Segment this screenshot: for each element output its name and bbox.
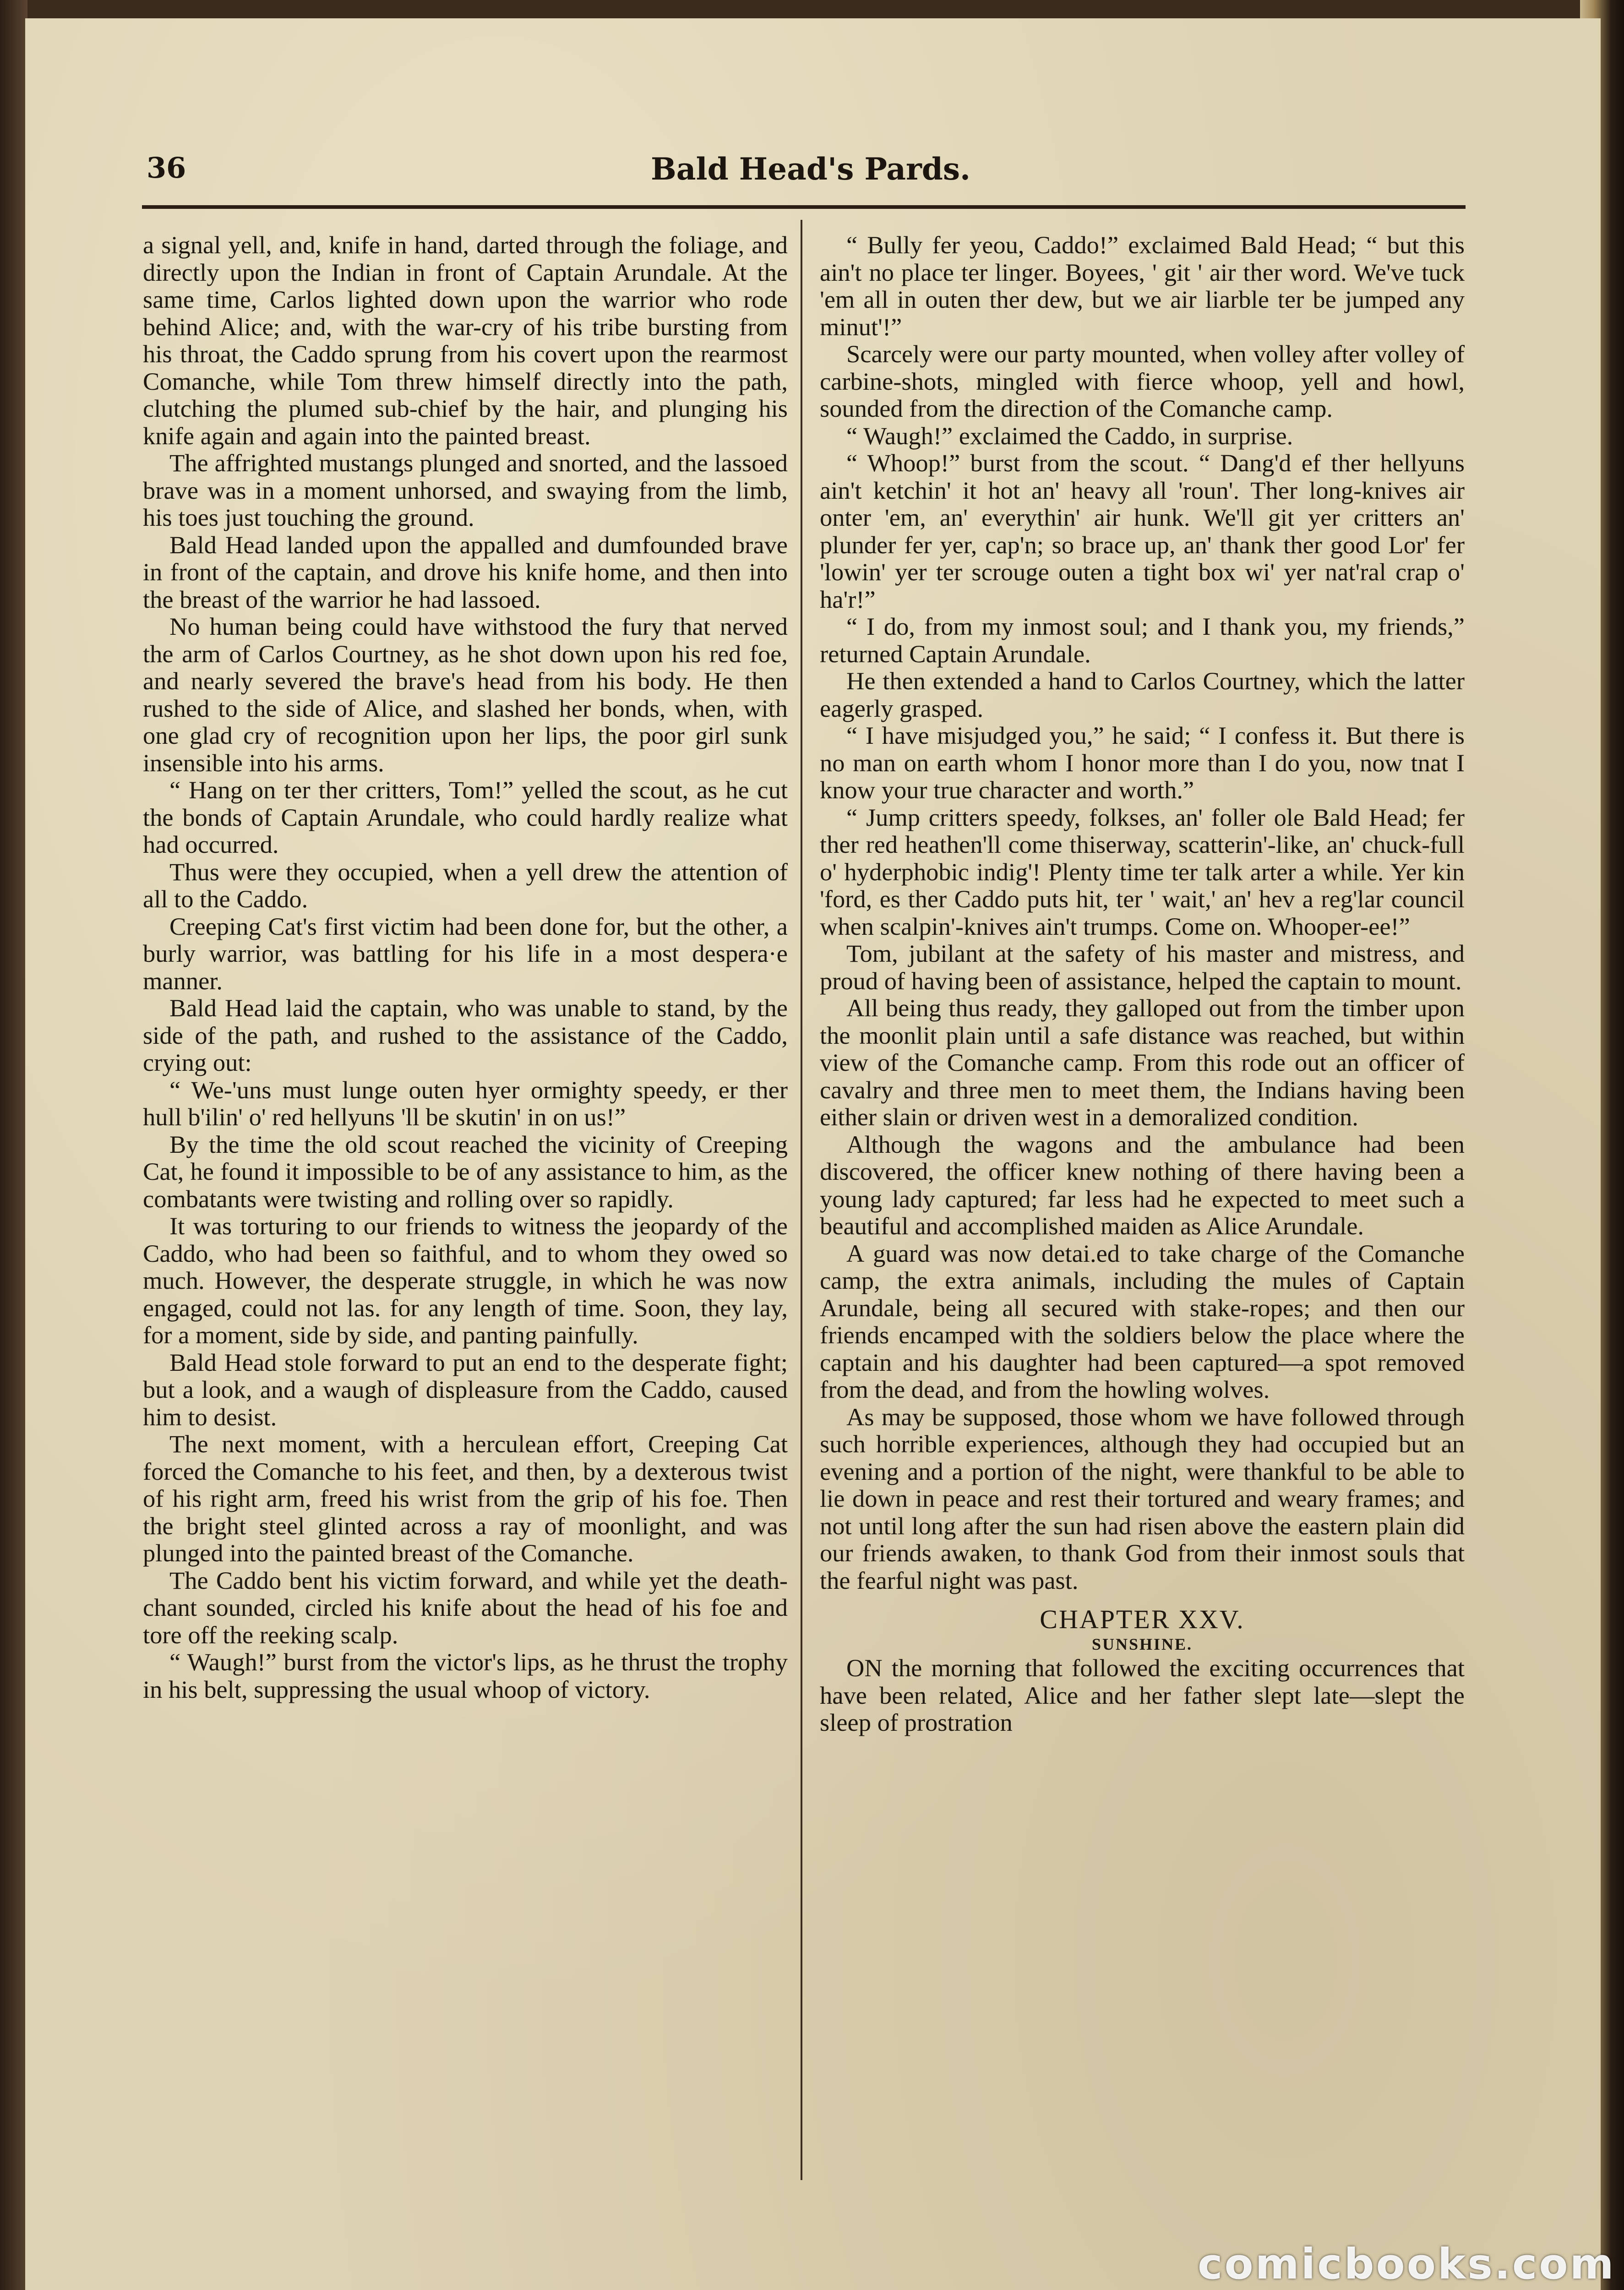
column-divider [801,220,802,2180]
paragraph: Creeping Cat's first victim had been done for, but the other, a burly warrior, was battling for his life in a most despera·e manner. [143,912,788,995]
paragraph: “ We-'uns must lunge outen hyer ormighty speedy, er ther hull b'ilin' o' red hellyuns 'll be skutin' in on us!” [143,1075,788,1131]
paragraph: “ Hang on ter ther critters, Tom!” yelled the scout, as he cut the bonds of Captain Arundale, who could hardly realize what had occurred. [143,776,788,858]
site-watermark: comicbooks.com [1198,2240,1616,2289]
page-number: 36 [147,151,186,185]
paragraph: “ Bully fer yeou, Caddo!” exclaimed Bald Head; “ but this ain't no place ter linger. Boyees, ' git ' air ther word. We've tuck 'em all in outen ther dew, but we air liarble ter be jumped any minut'!” [820,231,1465,341]
paragraph: All being thus ready, they galloped out from the timber upon the moonlit plain until a safe distance was reached, but within view of the Comanche camp. From this rode out an officer of cavalry and three men to meet them, the Indians having been either slain or driven west in a demoralized condition. [820,994,1465,1131]
binding-edge-left [0,0,27,2290]
paragraph: “ Waugh!” burst from the victor's lips, as he thrust the trophy in his belt, suppressing the usual whoop of victory. [143,1648,788,1703]
paragraph: As may be supposed, those whom we have followed through such horrible experiences, although they had occupied but an evening and a portion of the night, were thankful to be able to lie down in peace and rest their tortured and weary frames; and not until long after the sun had risen above the eastern plain did our friends awaken, to thank God from their inmost souls that the fearful night was past. [820,1402,1465,1594]
paragraph: Bald Head laid the captain, who was unable to stand, by the side of the path, and rushed to the assistance of the Caddo, crying out: [143,994,788,1076]
right-column [820,231,1465,1736]
paragraph: The next moment, with a herculean effort, Creeping Cat forced the Comanche to his feet, and then, by a dexterous twist of his right arm, freed his wrist from the grip of his foe. Then the bright steel glinted across a ray of moonlight, and was plunged into the painted breast of the Comanche. [143,1430,788,1567]
paragraph: “ Whoop!” burst from the scout. “ Dang'd ef ther hellyuns ain't ketchin' it hot an' heavy all 'roun'. Ther long-knives air onter 'em, an' everythin' air hunk. We'll git yer critters an' plunder fer yer, cap'n; so brace up, an' thank ther good Lor' fer 'lowin' yer ter scrouge outen a tight box wi' yer nat'ral crap o' ha'r!” [820,449,1465,613]
paragraph: By the time the old scout reached the vicinity of Creeping Cat, he found it impossible to be of any assistance to him, as the combatants were twisting and rolling over so rapidly. [143,1130,788,1213]
paragraph: Although the wagons and the ambulance had been discovered, the officer knew nothing of there having been a young lady captured; far less had he expected to meet such a beautiful and accomplished maiden as Alice Arundale. [820,1130,1465,1240]
paragraph: The affrighted mustangs plunged and snorted, and the lassoed brave was in a moment unhorsed, and swaying from the limb, his toes just touching the ground. [143,449,788,531]
chapter-heading [820,1605,1465,1654]
paragraph: Tom, jubilant at the safety of his master and mistress, and proud of having been of assistance, helped the captain to mount. [820,939,1465,995]
paragraph: Scarcely were our party mounted, when volley after volley of carbine-shots, mingled with fierce whoop, yell and howl, sounded from the direction of the Comanche camp. [820,340,1465,422]
running-title: Bald Head's Pards. [650,151,971,187]
page-header [147,151,1475,202]
paragraph: “ I have misjudged you,” he said; “ I confess it. But there is no man on earth whom I honor more than I do you, now tnat I know your true character and worth.” [820,721,1465,804]
chapter-opening-paragraph: ON the morning that followed the exciting occurrences that have been related, Alice and her father slept late—slept the sleep of prostration [820,1654,1465,1736]
paragraph: “ Waugh!” exclaimed the Caddo, in surprise. [846,421,1293,450]
left-column [143,231,788,1703]
paragraph: Bald Head landed upon the appalled and dumfounded brave in front of the captain, and drove his knife home, and then into the breast of the warrior he had lassoed. [143,530,788,613]
paragraph: No human being could have withstood the fury that nerved the arm of Carlos Courtney, as he shot down upon his red foe, and nearly severed the brave's head from his body. He then rushed to the side of Alice, and slashed her bonds, when, with one glad cry of recognition upon her lips, the poor girl sunk insensible into his arms. [143,612,788,777]
chapter-title: CHAPTER XXV. [1040,1604,1245,1634]
header-rule [142,205,1466,209]
paragraph: It was torturing to our friends to witness the jeopardy of the Caddo, who had been so faithful, and to whom they owed so much. However, the desperate struggle, in which he was now engaged, could not las. for any length of time. Soon, they lay, for a moment, side by side, and panting painfully. [143,1212,788,1349]
paragraph: a signal yell, and, knife in hand, darted through the foliage, and directly upon the Indian in front of Captain Arundale. At the same time, Carlos lighted down upon the warrior who rode behind Alice; and, with the war-cry of his tribe bursting from his throat, the Caddo sprung from his covert upon the rearmost Comanche, while Tom threw himself directly into the path, clutching the plumed sub-chief by the hair, and plunging his knife again and again into the painted breast. [143,231,788,450]
paragraph: Thus were they occupied, when a yell drew the attention of all to the Caddo. [143,857,788,913]
paragraph: He then extended a hand to Carlos Courtney, which the latter eagerly grasped. [820,667,1465,722]
paragraph: “ Jump critters speedy, folkses, an' foller ole Bald Head; fer ther red heathen'll come thiserway, scatterin'-like, an' chuck-full o' hyderphobic indig'! Plenty time ter talk arter a while. Yer kin 'ford, es ther Caddo puts hit, ter ' wait,' an' hev a reg'lar council when scalpin'-knives ain't trumps. Come on. Whooper-ee!” [820,803,1465,940]
chapter-subtitle: SUNSHINE. [1091,1635,1193,1653]
paragraph: Bald Head stole forward to put an end to the desperate fight; but a look, and a waugh of displeasure from the Caddo, caused him to desist. [143,1348,788,1431]
paragraph: A guard was now detai.ed to take charge of the Comanche camp, the extra animals, including the mules of Captain Arundale, being all secured with stake-ropes; and then our friends encamped with the soldiers below the place where the captain and his daughter had been captured—a spot removed from the dead, and from the howling wolves. [820,1239,1465,1403]
paragraph: “ I do, from my inmost soul; and I thank you, my friends,” returned Captain Arundale. [820,612,1465,668]
paragraph: The Caddo bent his victim forward, and while yet the death-chant sounded, circled his knife about the head of his foe and tore off the reeking scalp. [143,1566,788,1649]
